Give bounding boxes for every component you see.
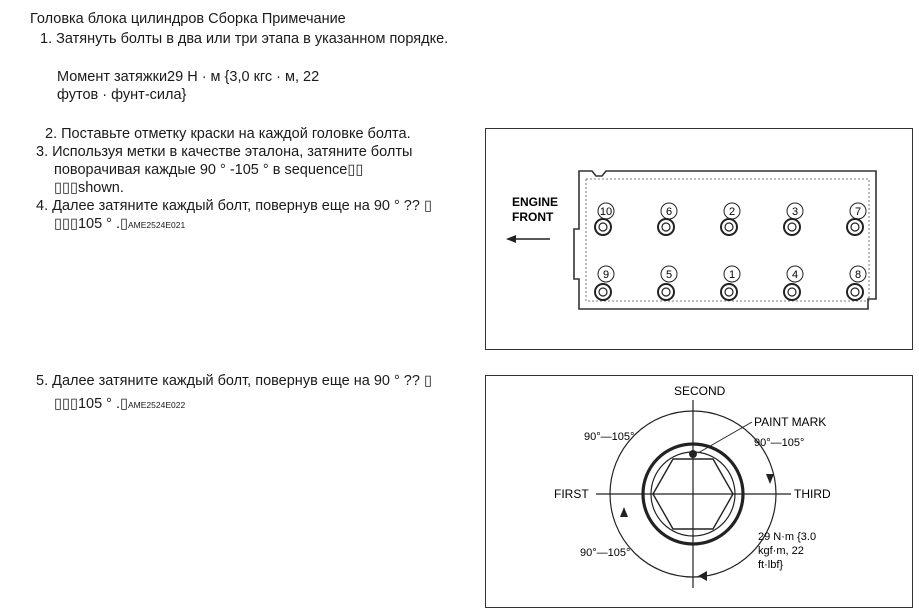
bolt-hole — [658, 284, 674, 300]
torque-spec-2: kgf·m, 22 — [758, 545, 804, 557]
bolt-number-label: 9 — [602, 269, 610, 281]
bolt-head — [662, 288, 670, 296]
bolt-head — [725, 288, 733, 296]
third-label: THIRD — [794, 487, 831, 501]
step-5-text: ▯▯▯105 ° .▯ — [54, 396, 128, 412]
bolt-number-label: 7 — [854, 206, 862, 218]
paint-mark-dot — [689, 450, 697, 458]
bolt-head — [788, 223, 796, 231]
figure-code-2: AME2524E022 — [128, 400, 186, 410]
second-label: SECOND — [674, 384, 726, 398]
bolt-hole — [847, 219, 863, 235]
torque-spec-line1: Момент затяжки29 Н · м {3,0 кгс · м, 22 — [57, 69, 320, 85]
rotation-arrow-right-icon — [766, 474, 774, 484]
bolt-number-label: 3 — [791, 206, 799, 218]
step-3-line3: ▯▯▯shown. — [54, 180, 124, 196]
bolt-head — [662, 223, 670, 231]
step-5-line1: 5. Далее затяните каждый болт, повернув еще на 90 ° ?? ▯ — [36, 373, 432, 389]
angle-top-left: 90°—105° — [584, 431, 635, 443]
bolt-hole — [784, 284, 800, 300]
bolt-hole — [721, 284, 737, 300]
rotation-arrow-left-icon — [620, 507, 628, 517]
torque-spec-1: 29 N·m {3.0 — [758, 531, 817, 543]
bolt-number-label: 10 — [599, 206, 613, 218]
rotation-arrow-bottom-icon — [698, 571, 707, 581]
step-5-line2 — [54, 395, 185, 414]
front-arrow-icon — [506, 235, 516, 243]
angle-top-right: 90°—105° — [754, 437, 805, 449]
step-2: 2. Поставьте отметку краски на каждой головке болта. — [45, 126, 411, 142]
bolt-number-label: 2 — [728, 206, 736, 218]
cylinder-head-diagram — [486, 129, 912, 349]
bolt-number-label: 4 — [791, 269, 799, 281]
bolt-head — [788, 288, 796, 296]
bolt-hole — [658, 219, 674, 235]
bolt-head — [725, 223, 733, 231]
bolt-hole — [595, 219, 611, 235]
bolt-hole — [847, 284, 863, 300]
bolt-head — [851, 288, 859, 296]
torque-spec-line2: футов · фунт-сила} — [57, 87, 187, 103]
angle-bottom-left: 90°—105° — [580, 547, 631, 559]
torque-spec-3: ft·lbf} — [758, 559, 784, 571]
bolt-head — [599, 223, 607, 231]
figure-code-1: AME2524E021 — [128, 220, 186, 230]
inner-outline — [586, 179, 869, 301]
step-1: 1. Затянуть болты в два или три этапа в указанном порядке. — [40, 31, 449, 47]
bolt-angle-diagram — [486, 376, 912, 607]
engine-label: ENGINE — [512, 195, 559, 209]
paint-mark-leader — [698, 422, 752, 453]
step-4-line1: 4. Далее затяните каждый болт, повернув еще на 90 ° ?? ▯ — [36, 198, 432, 214]
bolt-head — [599, 288, 607, 296]
bolt-number-label: 6 — [665, 206, 673, 218]
first-label: FIRST — [554, 487, 589, 501]
cylinder-head-outline — [574, 171, 876, 309]
step-3-line1: 3. Используя метки в качестве эталона, затяните болты — [36, 144, 413, 160]
bolt-sequence-figure — [485, 128, 913, 350]
page-title: Головка блока цилиндров Сборка Примечание — [30, 11, 346, 27]
bolt-head — [851, 223, 859, 231]
bolt-number-label: 1 — [728, 269, 736, 281]
paint-mark-label: PAINT MARK — [754, 415, 827, 429]
bolt-hole — [595, 284, 611, 300]
step-4-text: ▯▯▯105 ° .▯ — [54, 216, 128, 232]
step-4-line2 — [54, 215, 185, 234]
bolt-number-label: 8 — [854, 269, 862, 281]
bolt-hole — [721, 219, 737, 235]
front-label: FRONT — [512, 210, 554, 224]
bolt-number-label: 5 — [665, 269, 673, 281]
step-3-line2: поворачивая каждые 90 ° -105 ° в sequence▯▯ — [54, 162, 364, 178]
bolt-hole — [784, 219, 800, 235]
angle-tightening-figure — [485, 375, 913, 608]
